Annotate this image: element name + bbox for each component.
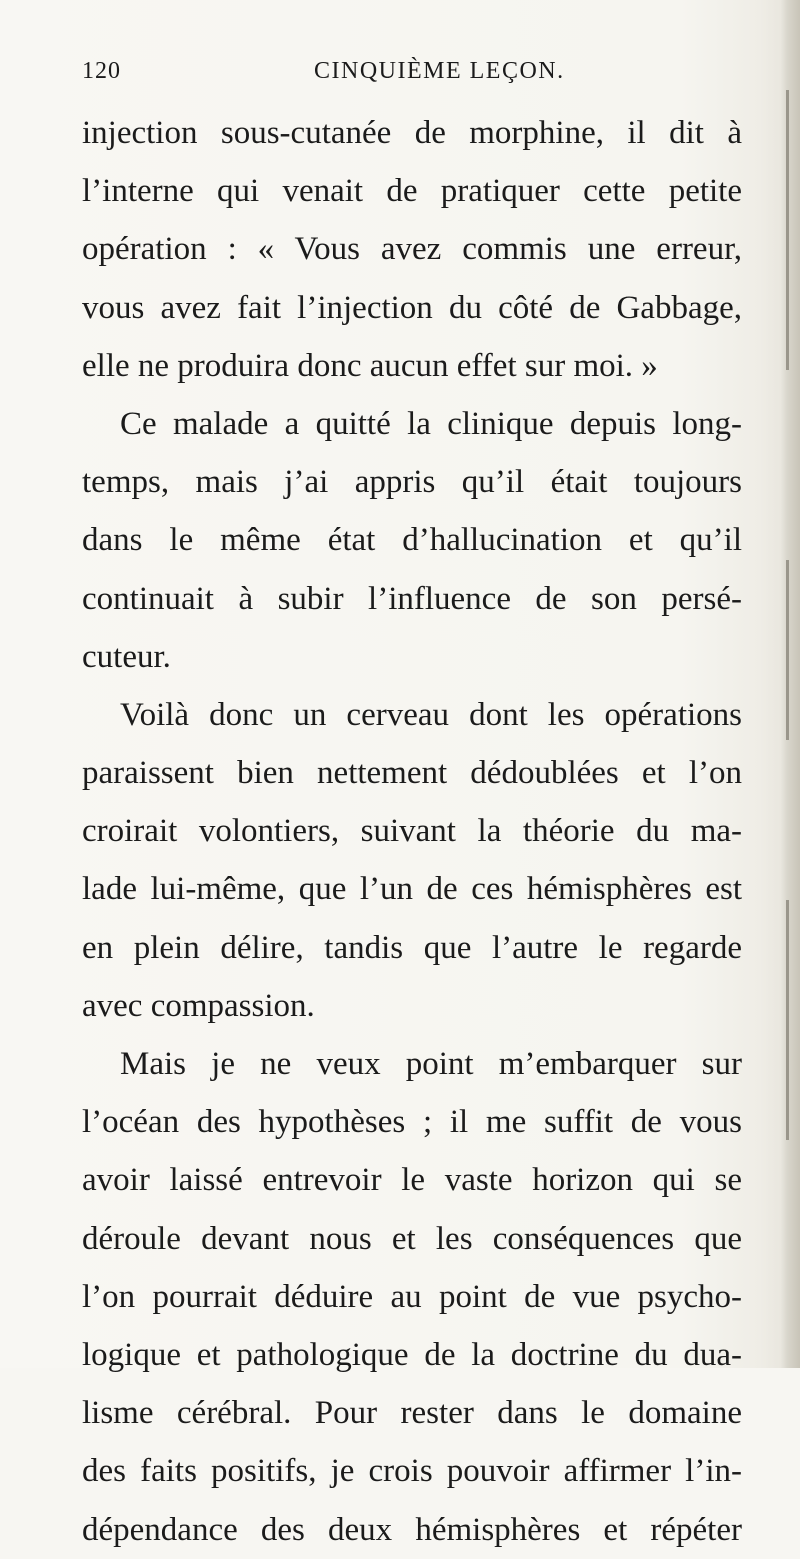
running-head: CINQUIÈME LEÇON. xyxy=(314,58,565,84)
text-line: dépendance des deux hémisphères et répéter xyxy=(82,1511,742,1548)
text-line: avec compassion. xyxy=(82,987,315,1024)
text-line: l’océan des hypothèses ; il me suffit de vous xyxy=(82,1104,742,1141)
text-line: croirait volontiers, suivant la théorie du ma- xyxy=(82,813,742,850)
page-edge-shadow xyxy=(781,0,800,1368)
text-line: l’interne qui venait de pratiquer cette petite xyxy=(82,173,742,210)
text-line: temps, mais j’ai appris qu’il était toujours xyxy=(82,464,742,501)
text-line: injection sous-cutanée de morphine, il dit à xyxy=(82,115,742,151)
page-number: 120 xyxy=(82,58,121,84)
page-edge-line xyxy=(786,900,789,1140)
body-text xyxy=(82,104,742,1559)
text-line: opération : « Vous avez commis une erreur, xyxy=(82,231,742,268)
text-line: lisme cérébral. Pour rester dans le domaine xyxy=(82,1395,742,1432)
text-line: avoir laissé entrevoir le vaste horizon qui se xyxy=(82,1162,742,1199)
text-line: Ce malade a quitté la clinique depuis long- xyxy=(120,405,742,442)
text-line: vous avez fait l’injection du côté de Gabbage, xyxy=(82,289,742,326)
text-line: en plein délire, tandis que l’autre le regarde xyxy=(82,929,742,966)
text-line: dans le même état d’hallucination et qu’il xyxy=(82,522,742,559)
text-line: cuteur. xyxy=(82,638,171,675)
text-line: continuait à subir l’influence de son persé- xyxy=(82,580,742,617)
text-line: déroule devant nous et les conséquences que xyxy=(82,1220,742,1257)
text-line: lade lui-même, que l’un de ces hémisphères est xyxy=(82,871,742,908)
text-line: Mais je ne veux point m’embarquer sur xyxy=(120,1046,742,1082)
text-line: l’on pourrait déduire au point de vue psycho- xyxy=(82,1278,742,1315)
text-line: des faits positifs, je crois pouvoir affirmer l’in- xyxy=(82,1453,742,1490)
text-line: paraissent bien nettement dédoublées et l’on xyxy=(82,755,742,792)
page-edge-line xyxy=(786,90,789,370)
text-line: Voilà donc un cerveau dont les opérations xyxy=(120,696,742,733)
page-header xyxy=(82,58,742,98)
text-line: elle ne produira donc aucun effet sur moi. » xyxy=(82,347,658,384)
text-line: logique et pathologique de la doctrine du dua- xyxy=(82,1336,742,1373)
page-edge-line xyxy=(786,560,789,740)
